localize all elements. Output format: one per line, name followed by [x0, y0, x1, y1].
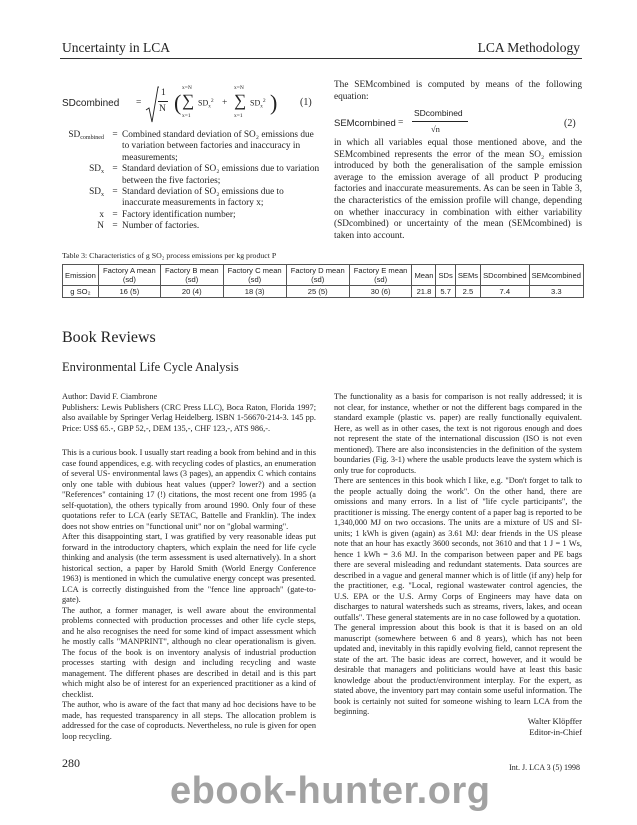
formula-2: SEMcombined = SDcombined √n (2) [334, 108, 576, 134]
running-header-right: LCA Methodology [477, 40, 580, 55]
td-factory-d: 25 (5) [286, 286, 349, 298]
section-title: Book Reviews [62, 329, 156, 346]
definition-row: $SD_x$ = Standard deviation of SO₂ emissions due to inaccurate measurements in factory x; [89, 187, 284, 209]
td-factory-e: 30 (6) [349, 286, 412, 298]
td-sem-combined: 3.3 [529, 286, 583, 298]
header-rule [60, 58, 582, 59]
sigma-2: ∑ [234, 91, 247, 110]
journal-citation: Int. J. LCA 3 (5) 1998 [509, 763, 580, 772]
definition-row: x = Factory identification number; [99, 209, 236, 220]
sqrt-den: N [159, 104, 166, 114]
sum-upper-2: x=N [234, 85, 244, 91]
term-2: $SD_x^2$ [250, 98, 266, 110]
definition-row: $SD_{combined}$ = Combined standard deviation of SO₂ emissions due to variation between factories and inaccuracy in measurements; [68, 130, 314, 163]
term-1: $SD_x^2$ [198, 98, 214, 110]
review-right-column: The functionality as a basis for comparison is not really addressed; it is not clear, for instance, whether or not the different bags compared in the standard example (plastic vs. paper) are really functionally equivalent. Here, as well as in other cases, the text is not rigorous enough and does not represent the state of the international discussion (ISO is not even mentioned). There are also inconsistencies in the definition of the system boundaries (Fig. 3-1) where the usable products leave the system which is only true for coproducts. There are sentences in this book which I like, e.g. "Don't forget to talk to the people actually doing the work". On the other hand, there are omissions and many errors. In a list of "life cycle participants", the practitioner is missing. The energy content of a paper bag is reported to be 1,340,000 MJ on two occasions. The units are a mixture of US and SI-units; 1 kWh is given (again) as 3.61 MJ: dear friends in the US please note that an hour has exactly 3600 seconds, not 3610 and that 1 J = 1 Ws, hence 1 kWh = 3.6 MJ. In the comparison between paper and PE bags there are several misleading and redundant statements. Data sources are described in a vague and general manner which is of little (if any) help for the practitioner, e.g. "Local, regional wastewater control agencies, the U.S. EPA or the U.S. Army Corps of Engineers may have data on discharges to natural watersheds such as streams, rivers, lakes, and ocean outfalls". These general statements are in no case followed by a quotation. The general impression about this book is that it is based on an old manuscript (somewhere between 6 and 8 years), which has not been updated and, inevitably in this rapidly evolving field, cannot represent the state of the art. The basic ideas are correct, however, and it would be desirable that managers and politicians would have at least this basic knowledge about the product/environment interplay. For the expert, as stated above, the inventory part may contain some useful information. The book is certainly not suited for someone wishing to learn LCA from the beginning. [334, 392, 582, 716]
td-sds: 5.7 [436, 286, 455, 298]
paren-right: ) [270, 90, 278, 115]
table-row [63, 286, 584, 298]
sqrt-icon [145, 86, 159, 124]
td-mean: 21.8 [412, 286, 436, 298]
sum-lower-2: x=1 [234, 113, 243, 119]
formula-2-number: (2) [564, 118, 576, 129]
td-factory-a: 16 (5) [98, 286, 160, 298]
paren-left: ( [174, 90, 182, 115]
formula-1-number: (1) [300, 97, 312, 108]
formula-2-den: √n [431, 124, 440, 134]
th-emission: Emission [63, 265, 99, 286]
th-factory-c: Factory C mean (sd) [223, 265, 286, 286]
definition-row: $SD_x$ = Standard deviation of SO₂ emissions due to variation between the five factories; [89, 164, 320, 186]
sum-upper-1: x=N [182, 85, 192, 91]
sum-lower-1: x=1 [182, 113, 191, 119]
table-3 [62, 264, 584, 298]
td-emission: g SO₂ [63, 286, 99, 298]
formula-2-lhs: SEMcombined [334, 118, 396, 129]
th-factory-a: Factory A mean (sd) [98, 265, 160, 286]
running-header-left: Uncertainty in LCA [62, 40, 170, 55]
th-sds: SDs [436, 265, 455, 286]
definitions-list [62, 130, 320, 233]
th-sem-combined: SEMcombined [529, 265, 583, 286]
page-number: 280 [62, 756, 80, 770]
th-factory-e: Factory E mean (sd) [349, 265, 412, 286]
sigma-1: ∑ [182, 91, 195, 110]
signature-role: Editor-in-Chief [529, 727, 582, 737]
sqrt-num: 1 [161, 88, 166, 98]
td-factory-c: 18 (3) [223, 286, 286, 298]
formula-2-num: SDcombined [414, 108, 463, 118]
table-header-row [63, 265, 584, 286]
td-sems: 2.5 [455, 286, 480, 298]
signature [334, 716, 582, 738]
th-sd-combined: SDcombined [481, 265, 529, 286]
sem-explanation: in which all variables equal those mentioned above, and the SEMcombined represents the error of the mean SO₂ emission introduced by both the generalisation of the sample emission average to the emission average of all product P producing factories and inaccurate measurements. As can be seen in Table 3, the characteristics of the emission profile will change, depending on whether inaccuracy in combination with either variability (SDcombined) or uncertainty of the mean (SEMcombined) is taken into account. [334, 138, 582, 241]
sem-intro: The SEMcombined is computed by means of the following equation: [334, 80, 582, 102]
review-title: Environmental Life Cycle Analysis [62, 360, 239, 374]
signature-name: Walter Klöpffer [527, 716, 582, 726]
th-mean: Mean [412, 265, 436, 286]
th-factory-d: Factory D mean (sd) [286, 265, 349, 286]
td-sd-combined: 7.4 [481, 286, 529, 298]
formula-1-lhs: SDcombined [62, 98, 120, 109]
formula-1: SDcombined = 1 N ( x=N ∑ x=1 $SD_x^2$ + x=N ∑ x=1 $SD_x^2$ ) [62, 86, 322, 126]
td-factory-b: 20 (4) [160, 286, 223, 298]
table-3-caption: Table 3: Characteristics of g SO₂ process emissions per kg product P [62, 251, 277, 260]
watermark-text: ebook-hunter.org [170, 770, 491, 812]
th-factory-b: Factory B mean (sd) [160, 265, 223, 286]
review-meta: Author: David F. Ciambrone Publishers: Lewis Publishers (CRC Press LLC), Boca Raton, Florida 1997; also available by Springer Verlag Heidelberg. ISBN 1-56670-214-3. 145 pp. Price: US$ 65.-, GBP 52,-, DEM 135,-, CHF 123,-, ATS 986,-. [62, 392, 316, 433]
th-sems: SEMs [455, 265, 480, 286]
definition-row: N = Number of factories. [97, 221, 200, 232]
review-left-column: This is a curious book. I usually start reading a book from behind and in this case found appendices, e.g. with recycling codes of plastics, an enumeration of several US- environmental laws (3 pages), an appendix C which contains only one table with dubious heat values (upper? lower?) and a section "References" containing 17 (!) citations, the most recent one from 1995 (a self-quotation), the others typically from around 1990. Only four of these quotations refer to LCA (early SETAC, Battelle and Franklin). The index does not show entries on "functional unit" nor on "global warming". After this disappointing start, I was gratified by very reasonable ideas put forward in the introductory chapters, which explain the need for life cycle thinking and analysis (the term assessment is used alternatively). In a short historical section, a paper by Harold Smith (World Energy Conference 1963) is mentioned in which the cumulative energy concept was presented. LCA is correctly distinguished from the "fence line approach" (gate-to-gate). The author, a former manager, is well aware about the environmental problems connected with production processes and other life cycle steps, and he also recognises the need for some kind of impact assessment which he mostly calls "MANPRINT", although no clear operationalism is given. The focus of the book is on inventory analysis of industrial production processes starting with design and including recycling and waste management. The different phases are described in detail and is this part which might also be of interest for an experienced practitioner as a kind of checklist. The author, who is aware of the fact that many ad hoc decisions have to be made, has requested transparency in all steps. The allocation problem is addressed for the case of coproducts. Nevertheless, no rule is given for open loop recycling. [62, 448, 316, 741]
